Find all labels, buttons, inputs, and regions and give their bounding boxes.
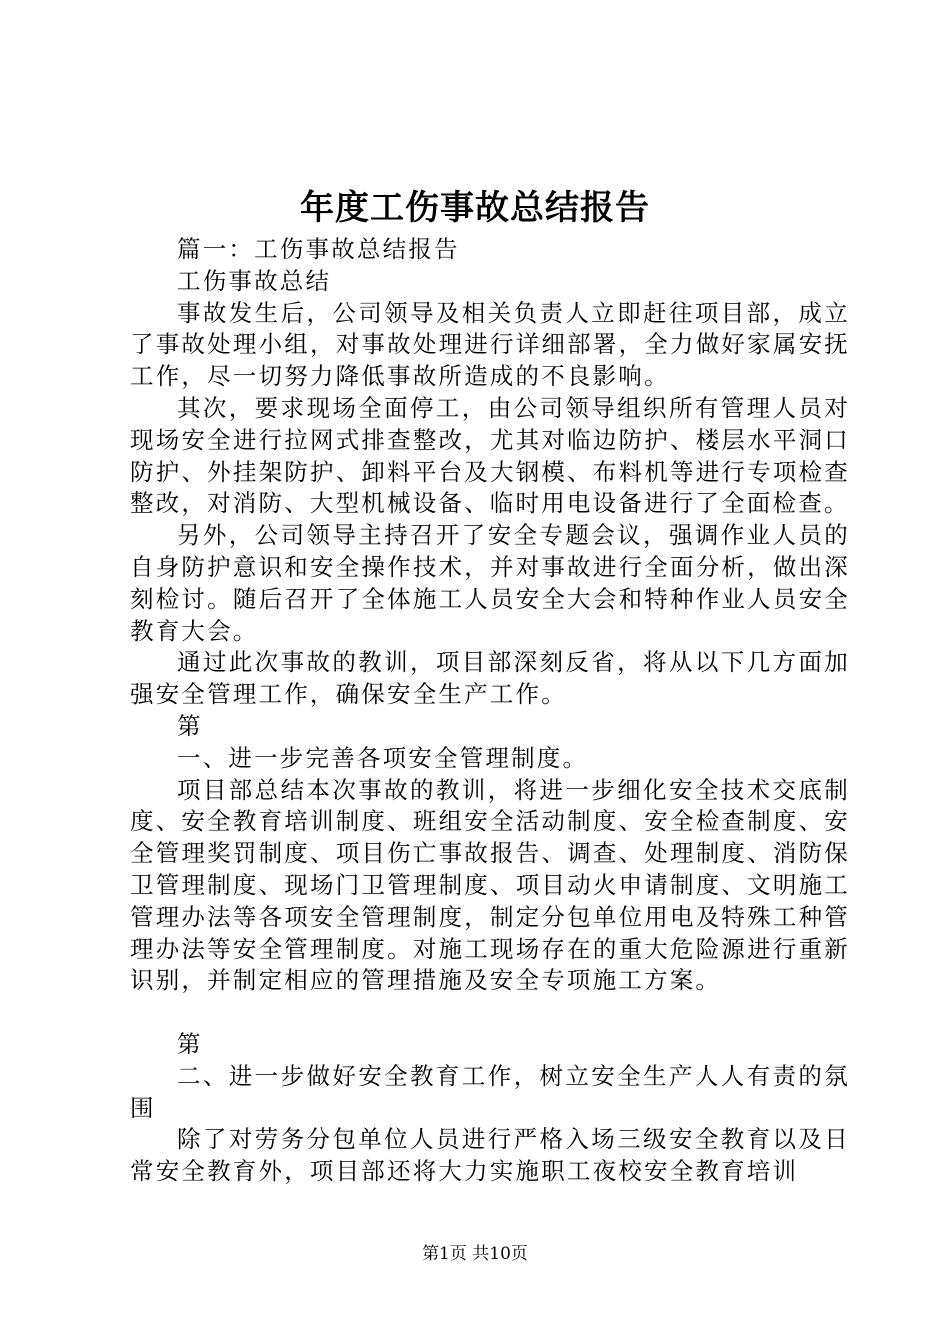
body-paragraph: 其次，要求现场全面停工，由公司领导组织所有管理人员对现场安全进行拉网式排查整改，尤其对临边防护、楼层水平洞口防护、外挂架防护、卸料平台及大钢模、布料机等进行专项检查整改，对消防、大型机械设备、临时用电设备进行了全面检查。 — [130, 393, 850, 518]
body-paragraph: 事故发生后，公司领导及相关负责人立即赶往项目部，成立了事故处理小组，对事故处理进行详细部署，全力做好家属安抚工作，尽一切努力降低事故所造成的不良影响。 — [130, 298, 850, 391]
list-heading: 一、进一步完善各项安全管理制度。 — [177, 743, 589, 772]
list-marker: 第 — [177, 711, 203, 740]
body-paragraph: 通过此次事故的教训，项目部深刻反省，将从以下几方面加强安全管理工作，确保安全生产工作。 — [130, 648, 850, 709]
body-paragraph: 另外，公司领导主持召开了安全专题会议，强调作业人员的自身防护意识和安全操作技术，并对事故进行全面分析，做出深刻检讨。随后召开了全体施工人员安全大会和特种作业人员安全教育大会。 — [130, 521, 850, 645]
body-paragraph: 除了对劳务分包单位人员进行严格入场三级安全教育以及日常安全教育外，项目部还将大力实施职工夜校安全教育培训 — [130, 1125, 850, 1186]
body-paragraph: 项目部总结本次事故的教训，将进一步细化安全技术交底制度、安全教育培训制度、班组安全活动制度、安全检查制度、安全管理奖罚制度、项目伤亡事故报告、调查、处理制度、消防保卫管理制度、现场门卫管理制度、项目动火申请制度、文明施工管理办法等各项安全管理制度，制定分包单位用电及特殊工种管理办法等安全管理制度。对施工现场存在的重大危险源进行重新识别，并制定相应的管理措施及安全专项施工方案。 — [130, 775, 850, 995]
document-body — [130, 234, 850, 1188]
page-footer: 第1页 共10页 — [422, 1244, 528, 1264]
section-heading: 篇一：工伤事故总结报告 — [177, 235, 460, 263]
paragraph-spacer — [130, 997, 850, 1029]
document-title: 年度工伤事故总结报告 — [300, 188, 650, 228]
list-marker: 第 — [177, 1029, 203, 1058]
list-heading: 二、进一步做好安全教育工作，树立安全生产人人有责的氛围 — [130, 1061, 850, 1122]
subsection-heading: 工伤事故总结 — [177, 266, 332, 295]
